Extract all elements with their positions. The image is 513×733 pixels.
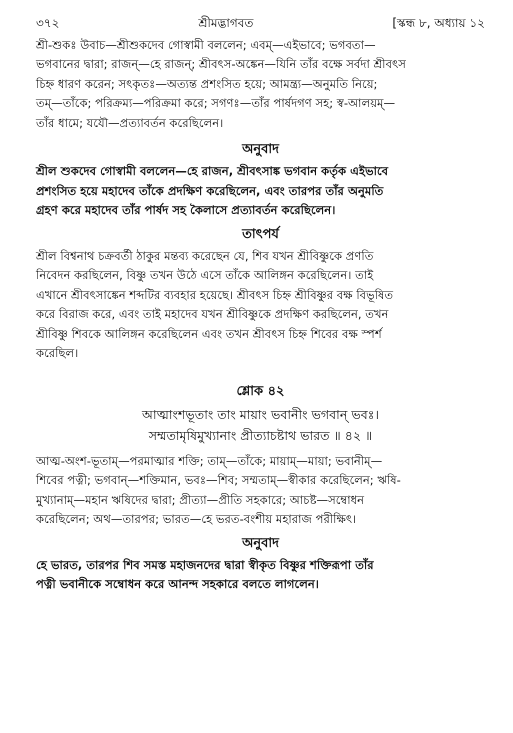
purport-block	[36, 247, 485, 363]
synonyms-block	[36, 36, 485, 133]
synonyms-line: আত্ম-অংশ-ভূতাম্—পরমাত্মার শক্তি; তাম্—তাঁকে; মায়াম্—মায়া; ভবানীম্—	[36, 453, 383, 468]
synonyms-line: মুখ্যানাম্—মহান ঋষিদের দ্বারা; প্রীত্যা—প্রীতি সহকারে; আচষ্ট—সম্বোধন	[36, 492, 365, 507]
purport-heading: তাৎপর্য	[242, 226, 279, 242]
synonyms-line: করেছিলেন; অথ—তারপর; ভারত—হে ভরত-বংশীয় মহারাজ পরীক্ষিৎ।	[36, 512, 357, 527]
book-title: শ্রীমদ্ভাগবত	[198, 16, 254, 30]
translation-line: হে ভারত, তারপর শিব সমস্ত মহাজনদের দ্বারা স্বীকৃত বিষ্ণুর শক্তিরূপা তাঁর	[36, 557, 374, 572]
translation-line: পত্নী ভবানীকে সম্বোধন করে আনন্দ সহকারে বলতে লাগলেন।	[36, 577, 319, 592]
purport-line: করেছিল।	[36, 346, 79, 361]
purport-line: এখানে শ্রীবৎসাঙ্কেন শব্দটির ব্যবহার হয়েছে। শ্রীবৎস চিহ্ন শ্রীবিষ্ণুর বক্ষ বিভূষিত	[36, 287, 394, 302]
synonyms-line: শিবের পত্নী; ভগবান্—শক্তিমান, ভবঃ—শিব; সম্মতাম্—স্বীকার করেছিলেন; ঋষি-	[36, 473, 401, 488]
verse-block	[36, 404, 485, 446]
verse-line: আত্মাংশভূতাং তাং মায়াং ভবানীং ভগবান্ ভবঃ।	[142, 406, 379, 422]
synonyms-line: শ্রী-শুকঃ উবাচ—শ্রীশুকদেব গোস্বামী বললেন; এবম্—এইভাবে; ভগবতা—	[36, 38, 376, 52]
purport-line: শ্রীবিষ্ণু শিবকে আলিঙ্গন করেছিলেন এবং তখন শ্রীবৎস চিহ্ন শিবের বক্ষ স্পর্শ	[36, 326, 382, 341]
translation-block	[36, 556, 485, 595]
translation-heading: অনুবাদ	[242, 535, 279, 551]
synonyms-line: তাঁর ধামে; যযৌ—প্রত্যাবর্তন করেছিলেন।	[36, 115, 224, 130]
purport-line: করে বিরাজ করে, এবং তাই মহাদেব যখন শ্রীবিষ্ণুকে প্রদক্ষিণ করছিলেন, তখন	[36, 307, 389, 322]
purport-line: নিবেদন করছিলেন, বিষ্ণু তখন উঠে এসে তাঁকে আলিঙ্গন করেছিলেন। তাই	[36, 268, 374, 283]
page-header	[36, 14, 485, 36]
verse-heading: শ্লোক ৪২	[236, 383, 285, 399]
page-number: ৩৭২	[36, 16, 60, 30]
chapter-reference: [স্কন্ধ ৮, অধ্যায় ১২	[392, 16, 485, 30]
synonyms-line: ভগবানের দ্বারা; রাজন্—হে রাজন্; শ্রীবৎস-অঙ্কেন—যিনি তাঁর বক্ষে সর্বদা শ্রীবৎস	[36, 57, 406, 72]
synonyms-block	[36, 452, 485, 530]
translation-line: গ্রহণ করে মহাদেব তাঁর পার্ষদ সহ কৈলাসে প্রত্যাবর্তন করেছিলেন।	[36, 203, 336, 218]
translation-heading: অনুবাদ	[242, 142, 279, 158]
translation-line: শ্রীল শুকদেব গোস্বামী বললেন—হে রাজন, শ্রীবৎসাঙ্ক ভগবান কর্তৃক এইভাবে	[36, 164, 389, 179]
translation-block	[36, 162, 485, 220]
synonyms-line: চিহ্ন ধারণ করেন; সৎকৃতঃ—অত্যন্ত প্রশংসিত হয়ে; আমন্ত্র্য—অনুমতি নিয়ে;	[36, 76, 378, 91]
purport-line: শ্রীল বিশ্বনাথ চক্রবর্তী ঠাকুর মন্তব্য করেছেন যে, শিব যখন শ্রীবিষ্ণুকে প্রণতি	[36, 249, 374, 264]
translation-line: প্রশংসিত হয়ে মহাদেব তাঁকে প্রদক্ষিণ করেছিলেন, এবং তারপর তাঁর অনুমতি	[36, 183, 384, 198]
synonyms-line: তম্—তাঁকে; পরিক্রম্য—পরিক্রমা করে; সগণঃ—তাঁর পার্ষদগণ সহ; স্ব-আলয়ম্—	[36, 96, 396, 111]
verse-line: সম্মতামৃষিমুখ্যানাং প্রীত্যাচষ্টাথ ভারত ॥ ৪২ ॥	[148, 427, 373, 443]
